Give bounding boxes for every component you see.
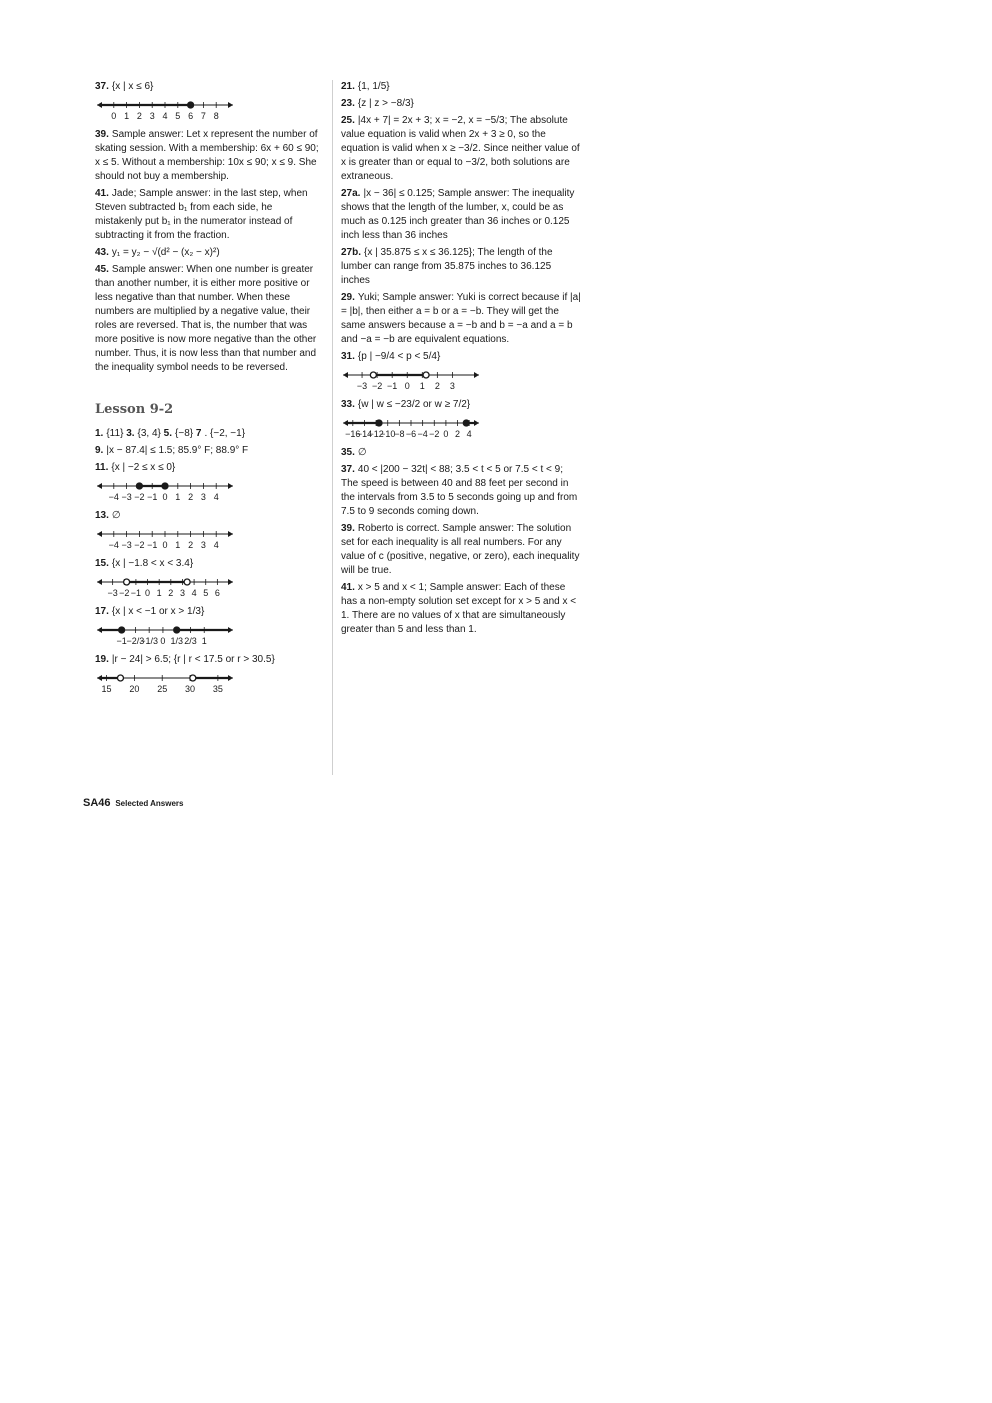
closed-point: [463, 420, 469, 426]
tick-label: 15: [101, 684, 112, 694]
answer-item-39: [95, 128, 320, 184]
answer-number: 5.: [163, 428, 173, 439]
number-line-nl33: [341, 414, 481, 442]
tick-label: 4: [466, 429, 472, 439]
answer-item-37: [95, 80, 320, 124]
answer-number: 27a.: [341, 188, 361, 199]
answer-item-23: [341, 97, 581, 111]
answer-text: {−8}: [175, 428, 194, 439]
answer-text: |x − 87.4| ≤ 1.5; 85.9° F; 88.9° F: [106, 445, 249, 456]
right-arrow: [228, 579, 233, 585]
page-footer: [83, 797, 184, 809]
answer-item-39r: [341, 522, 581, 578]
answer-item-15: [95, 557, 320, 601]
answer-text: {x | x ≤ 6}: [111, 81, 154, 92]
answer-text: {x | −2 ≤ x ≤ 0}: [111, 462, 176, 473]
answer-number: 7: [195, 428, 202, 439]
tick-label: 4: [213, 492, 219, 502]
left-arrow: [97, 531, 102, 537]
answer-text: Yuki; Sample answer: Yuki is correct because if |a| = |b|, then either a = b or a = −b. They will get the same answers because a = −b and b = −a and a = b and −a = −b are equivalent equations.: [341, 292, 581, 345]
answer-item-29: [341, 291, 581, 347]
answer-number: 31.: [341, 351, 355, 362]
tick-label: 0: [162, 492, 168, 502]
answer-item-45: [95, 263, 320, 375]
tick-label: 4: [191, 588, 197, 598]
answer-text: {p | −9/4 < p < 5/4}: [357, 351, 441, 362]
left-column: [95, 80, 320, 701]
open-point: [117, 675, 123, 681]
tick-label: −6: [405, 429, 417, 439]
answer-text: {x | −1.8 < x < 3.4}: [111, 558, 194, 569]
answer-item-9: [95, 444, 320, 458]
tick-label: −2/3: [126, 636, 145, 646]
tick-label: 30: [185, 684, 196, 694]
open-point: [124, 579, 130, 585]
answer-number: 45.: [95, 264, 109, 275]
tick-label: 2: [136, 111, 142, 121]
closed-point: [174, 627, 180, 633]
answer-text: 40 < |200 − 32t| < 88; 3.5 < t < 5 or 7.5 < t < 9; The speed is between 40 and 88 feet per second in the intervals from 3.5 to 5 seconds going up and from 7.5 to 9 seconds coming down.: [341, 464, 578, 517]
open-point: [423, 372, 429, 378]
answer-number: 27b.: [341, 247, 362, 258]
answer-item-43: [95, 246, 320, 260]
tick-label: −1: [147, 492, 158, 502]
tick-label: 1: [201, 636, 207, 646]
left-arrow: [97, 579, 102, 585]
answer-text: ∅: [111, 510, 121, 521]
tick-label: 4: [162, 111, 168, 121]
answer-number: 9.: [95, 445, 104, 456]
answer-text: Sample answer: When one number is greater than another number, it is either more positive or less negative than that number. When these numbers are multiplied by a negative value, their roles are reversed. That is, the number that was more positive is now more negative than the other number. Thus, it is now less than that number and the inequality symbol needs to be reversed.: [95, 264, 317, 373]
tick-label: 5: [175, 111, 181, 121]
right-column: [341, 80, 581, 640]
tick-label: 35: [212, 684, 223, 694]
open-point: [370, 372, 376, 378]
closed-point: [162, 483, 168, 489]
lesson-heading: Lesson 9-2: [95, 402, 174, 417]
tick-label: 1: [124, 111, 130, 121]
answer-number: 15.: [95, 558, 109, 569]
right-arrow: [474, 372, 479, 378]
tick-label: 25: [157, 684, 168, 694]
answer-item-1: [95, 427, 320, 441]
answer-text: |x − 36| ≤ 0.125; Sample answer: The inequality shows that the length of the lumber, x, could be as much as 0.125 inch greater than 36 inches or 0.125 inch less than 36 inches: [341, 188, 575, 241]
answer-item-27b: [341, 246, 581, 288]
tick-label: −2: [119, 588, 130, 598]
tick-label: −14: [356, 429, 373, 439]
tick-label: −1: [116, 636, 127, 646]
answer-number: 29.: [341, 292, 355, 303]
answer-text: Roberto is correct. Sample answer: The solution set for each inequality is all real numbers. For any value of c (positive, negative, or zero), each inequality will be true.: [341, 523, 580, 576]
answer-number: 39.: [95, 129, 109, 140]
right-arrow: [228, 531, 233, 537]
column-divider: [332, 80, 333, 775]
answer-text: {x | 35.875 ≤ x ≤ 36.125}; The length of the lumber can range from 35.875 inches to 36.125 inches: [341, 247, 553, 286]
right-arrow: [228, 102, 233, 108]
tick-label: 3: [149, 111, 155, 121]
tick-label: 0: [111, 111, 117, 121]
tick-label: 5: [203, 588, 209, 598]
tick-label: −4: [108, 492, 119, 502]
number-line-nl17: [95, 621, 235, 649]
answer-text: {z | z > −8/3}: [357, 98, 414, 109]
tick-label: −2: [371, 381, 383, 391]
answer-text: {3, 4}: [137, 428, 161, 439]
tick-label: 1/3: [170, 636, 183, 646]
left-arrow: [343, 372, 348, 378]
number-line-nl15: [95, 573, 235, 601]
open-point: [190, 675, 196, 681]
tick-label: −12: [368, 429, 384, 439]
answer-text: {x | x < −1 or x > 1/3}: [111, 606, 205, 617]
tick-label: 3: [200, 492, 206, 502]
tick-label: −8: [394, 429, 405, 439]
tick-label: 6: [214, 588, 220, 598]
tick-label: 0: [145, 588, 151, 598]
footer-label: Selected Answers: [115, 799, 184, 808]
answer-item-25: [341, 114, 581, 184]
tick-label: 1: [175, 492, 181, 502]
answer-number: 41.: [341, 582, 355, 593]
answer-number: 39.: [341, 523, 355, 534]
tick-label: 3: [179, 588, 185, 598]
answer-text: y₁ = y₂ − √(d² − (x₂ − x)²): [111, 247, 220, 258]
answer-number: 33.: [341, 399, 355, 410]
tick-label: −4: [108, 540, 119, 550]
tick-label: 2: [188, 492, 194, 502]
answer-number: 37.: [341, 464, 355, 475]
answer-item-17: [95, 605, 320, 649]
tick-label: −2: [429, 429, 440, 439]
tick-label: 4: [213, 540, 219, 550]
tick-label: 7: [200, 111, 206, 121]
tick-label: 1: [419, 381, 425, 391]
answer-number: 19.: [95, 654, 109, 665]
answer-item-11: [95, 461, 320, 505]
closed-point: [119, 627, 125, 633]
tick-label: 2: [434, 381, 440, 391]
tick-label: −1: [387, 381, 398, 391]
tick-label: −3: [121, 492, 132, 502]
answer-number: 35.: [341, 447, 355, 458]
answer-item-41: [95, 187, 320, 243]
tick-label: 1: [156, 588, 162, 598]
tick-label: 0: [404, 381, 410, 391]
tick-label: −4: [417, 429, 428, 439]
answer-number: 13.: [95, 510, 109, 521]
right-arrow: [228, 483, 233, 489]
answer-text: x > 5 and x < 1; Sample answer: Each of these has a non-empty solution set except for x > 5 and x < 1. There are no values of x that are simultaneously greater than 5 and less than 1.: [341, 582, 577, 635]
answer-item-33: [341, 398, 581, 442]
number-line-nl19: [95, 669, 235, 697]
answer-number: 3.: [126, 428, 135, 439]
answer-number: 11.: [95, 462, 109, 473]
number-line-nl31: [341, 366, 481, 394]
tick-label: 2: [168, 588, 174, 598]
answer-item-21: [341, 80, 581, 94]
tick-label: 20: [129, 684, 140, 694]
closed-point: [188, 102, 194, 108]
answer-number: 43.: [95, 247, 109, 258]
answer-number: 21.: [341, 81, 355, 92]
tick-label: −2: [134, 540, 145, 550]
tick-label: 2: [455, 429, 461, 439]
tick-label: 1: [175, 540, 181, 550]
tick-label: 8: [213, 111, 219, 121]
answer-item-35: [341, 446, 581, 460]
answer-item-41r: [341, 581, 581, 637]
tick-label: 0: [160, 636, 166, 646]
answer-number: 23.: [341, 98, 355, 109]
answer-number: 1.: [95, 428, 104, 439]
answer-text: {1, 1/5}: [357, 81, 390, 92]
page-number: SA46: [83, 797, 111, 809]
answer-text: {w | w ≤ −23/2 or w ≥ 7/2}: [357, 399, 471, 410]
answer-item-31: [341, 350, 581, 394]
answer-text: ∅: [357, 447, 367, 458]
tick-label: 2: [188, 540, 194, 550]
answer-item-19: [95, 653, 320, 697]
tick-label: 0: [443, 429, 449, 439]
answer-text: Sample answer: Let x represent the number of skating session. With a membership: 6x + 60 ≤ 90; x ≤ 5. Without a membership: 10x ≤ 90; x ≤ 9. She should not buy a membership.: [95, 129, 319, 182]
tick-label: 0: [162, 540, 168, 550]
tick-label: −10: [380, 429, 396, 439]
tick-label: 3: [200, 540, 206, 550]
tick-label: −3: [121, 540, 132, 550]
tick-label: −1: [130, 588, 142, 598]
answer-item-27a: [341, 187, 581, 243]
closed-point: [136, 483, 142, 489]
left-arrow: [97, 483, 102, 489]
tick-label: 2/3: [184, 636, 197, 646]
number-line-nl37: [95, 96, 235, 124]
tick-label: −3: [356, 381, 368, 391]
tick-label: −16: [345, 429, 361, 439]
answer-text: |r − 24| > 6.5; {r | r < 17.5 or r > 30.5}: [111, 654, 275, 665]
answer-item-37r: [341, 463, 581, 519]
number-line-nl11: [95, 477, 235, 505]
answer-text: Jade; Sample answer: in the last step, when Steven subtracted b₁ from each side, he mistakenly put b₁ in the numerator instead of subtracting it from the fraction.: [95, 188, 308, 241]
answer-number: 37.: [95, 81, 109, 92]
answer-number: 25.: [341, 115, 355, 126]
answer-text: {11}: [106, 428, 124, 439]
number-line-nl13: [95, 525, 235, 553]
answer-item-13: [95, 509, 320, 553]
tick-label: −2: [134, 492, 145, 502]
tick-label: −3: [107, 588, 118, 598]
tick-label: −1: [147, 540, 158, 550]
tick-label: −1/3: [140, 636, 159, 646]
tick-label: 3: [449, 381, 455, 391]
tick-label: 6: [188, 111, 194, 121]
open-point: [184, 579, 190, 585]
answer-text: |4x + 7| = 2x + 3; x = −2, x = −5/3; The absolute value equation is valid when 2x + 3 ≥ 0, so the equation is valid when x ≥ −3/2. Since neither value of x is greater than or equal to −3/2, both solutions are extraneous.: [341, 115, 580, 182]
answer-text: . {−2, −1}: [204, 428, 246, 439]
answer-number: 41.: [95, 188, 109, 199]
closed-point: [376, 420, 382, 426]
answer-number: 17.: [95, 606, 109, 617]
